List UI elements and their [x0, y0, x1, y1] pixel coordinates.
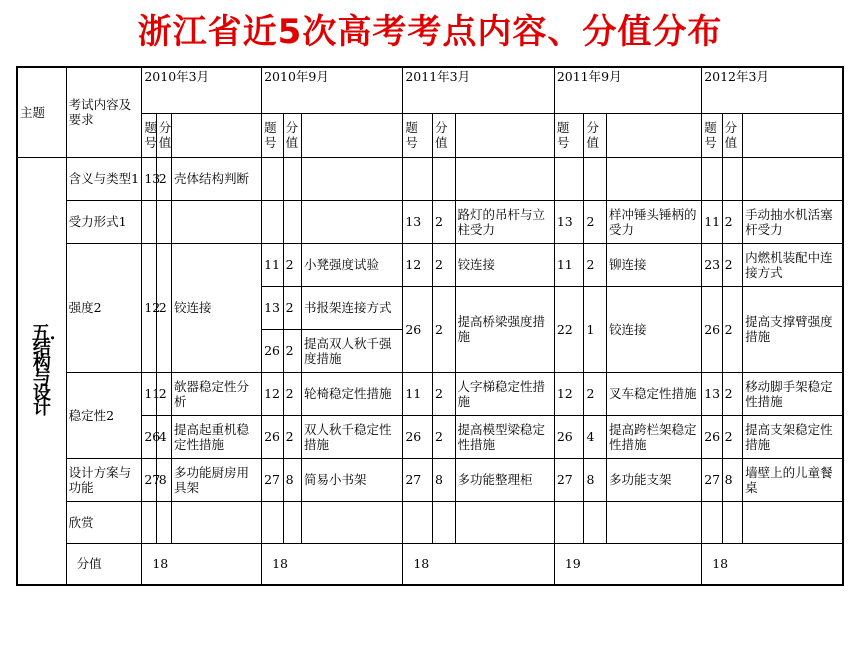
header-exam-2011-09: 2011年9月	[554, 67, 701, 113]
score-cell: 4	[584, 415, 607, 458]
content-cell: 手动抽水机活塞杆受力	[743, 200, 843, 243]
q-no-cell: 27	[403, 458, 433, 501]
q-no-cell: 26	[403, 415, 433, 458]
q-no-cell: 22	[554, 286, 584, 372]
score-cell: 2	[156, 243, 171, 372]
score-cell: 8	[433, 458, 456, 501]
total-value: 19	[554, 543, 701, 585]
header-exam-2011-03: 2011年3月	[403, 67, 554, 113]
q-no-cell: 12	[554, 372, 584, 415]
score-cell: 2	[722, 415, 742, 458]
q-no-cell: 26	[702, 415, 722, 458]
header-q-no: 题号	[262, 113, 283, 157]
score-distribution-table	[16, 66, 844, 586]
row-label: 稳定性2	[66, 372, 142, 458]
score-cell: 8	[283, 458, 301, 501]
header-score: 分值	[584, 113, 607, 157]
q-no-cell: 12	[262, 372, 283, 415]
content-cell: 样冲锤头锤柄的受力	[607, 200, 702, 243]
content-cell: 多功能厨房用具架	[172, 458, 262, 501]
header-score: 分值	[722, 113, 742, 157]
total-value: 18	[262, 543, 403, 585]
content-cell: 提高起重机稳定性措施	[172, 415, 262, 458]
content-cell: 叉车稳定性措施	[607, 372, 702, 415]
content-cell: 多功能整理柜	[455, 458, 554, 501]
header-exam-2010-09: 2010年9月	[262, 67, 403, 113]
total-label: 分值	[66, 543, 142, 585]
q-no-cell: 13	[262, 286, 283, 329]
score-cell: 1	[584, 286, 607, 372]
q-no-cell: 26	[554, 415, 584, 458]
q-no-cell: 26	[262, 329, 283, 372]
header-score: 分值	[156, 113, 171, 157]
score-cell: 2	[283, 243, 301, 286]
content-cell: 提高跨栏架稳定性措施	[607, 415, 702, 458]
score-cell: 2	[283, 372, 301, 415]
q-no-cell: 13	[403, 200, 433, 243]
content-cell: 双人秋千稳定性措施	[302, 415, 403, 458]
score-cell: 8	[156, 458, 171, 501]
score-cell: 2	[156, 157, 171, 200]
content-cell: 墙壁上的儿童餐桌	[743, 458, 843, 501]
total-value: 18	[702, 543, 843, 585]
content-cell: 提高桥梁强度措施	[455, 286, 554, 372]
total-value: 18	[142, 543, 262, 585]
row-label: 强度2	[66, 243, 142, 372]
content-cell: 多功能支架	[607, 458, 702, 501]
score-cell: 2	[433, 415, 456, 458]
content-cell: 简易小书架	[302, 458, 403, 501]
content-cell: 铆连接	[607, 243, 702, 286]
content-cell: 欹器稳定性分析	[172, 372, 262, 415]
score-cell: 2	[433, 286, 456, 372]
content-cell: 移动脚手架稳定性措施	[743, 372, 843, 415]
q-no-cell: 27	[142, 458, 156, 501]
score-cell: 2	[156, 372, 171, 415]
q-no-cell: 13	[702, 372, 722, 415]
q-no-cell: 27	[702, 458, 722, 501]
content-cell: 书报架连接方式	[302, 286, 403, 329]
score-cell: 2	[283, 415, 301, 458]
score-cell: 2	[584, 200, 607, 243]
topic-text: 五．结构与设计	[31, 322, 68, 419]
q-no-cell: 26	[262, 415, 283, 458]
score-cell: 2	[722, 372, 742, 415]
q-no-cell: 26	[142, 415, 156, 458]
content-cell: 铰连接	[607, 286, 702, 372]
header-q-no: 题号	[702, 113, 722, 157]
score-cell: 8	[584, 458, 607, 501]
q-no-cell: 13	[142, 157, 156, 200]
content-cell: 提高双人秋千强度措施	[302, 329, 403, 372]
header-exam-2012-03: 2012年3月	[702, 67, 843, 113]
score-cell: 2	[722, 200, 742, 243]
content-cell: 提高支撑臂强度措施	[743, 286, 843, 372]
header-q-no: 题号	[142, 113, 156, 157]
q-no-cell: 11	[702, 200, 722, 243]
q-no-cell: 13	[554, 200, 584, 243]
score-cell: 2	[722, 286, 742, 372]
q-no-cell: 26	[403, 286, 433, 372]
row-label: 欣赏	[66, 501, 142, 543]
score-cell: 2	[433, 372, 456, 415]
score-cell: 2	[283, 329, 301, 372]
content-cell: 内燃机装配中连接方式	[743, 243, 843, 286]
content-cell: 铰连接	[172, 243, 262, 372]
total-value: 18	[403, 543, 554, 585]
row-label: 受力形式1	[66, 200, 142, 243]
q-no-cell: 26	[702, 286, 722, 372]
content-cell: 轮椅稳定性措施	[302, 372, 403, 415]
header-q-no: 题号	[403, 113, 433, 157]
content-cell: 提高模型梁稳定性措施	[455, 415, 554, 458]
q-no-cell: 11	[403, 372, 433, 415]
q-no-cell: 12	[142, 243, 156, 372]
row-label: 设计方案与功能	[66, 458, 142, 501]
q-no-cell: 23	[702, 243, 722, 286]
score-cell: 4	[156, 415, 171, 458]
q-no-cell: 11	[554, 243, 584, 286]
content-cell: 小凳强度试验	[302, 243, 403, 286]
header-exam-2010-03: 2010年3月	[142, 67, 262, 113]
header-content: 考试内容及要求	[66, 67, 142, 157]
q-no-cell: 11	[142, 372, 156, 415]
score-cell: 2	[584, 243, 607, 286]
row-label: 含义与类型1	[66, 157, 142, 200]
score-cell: 2	[433, 200, 456, 243]
score-cell: 2	[433, 243, 456, 286]
page-title: 浙江省近5次高考考点内容、分值分布	[137, 12, 723, 52]
q-no-cell: 27	[554, 458, 584, 501]
score-cell: 8	[722, 458, 742, 501]
q-no-cell: 11	[262, 243, 283, 286]
content-cell: 铰连接	[455, 243, 554, 286]
header-q-no: 题号	[554, 113, 584, 157]
q-no-cell: 12	[403, 243, 433, 286]
topic-label	[17, 157, 66, 585]
content-cell: 人字梯稳定性措施	[455, 372, 554, 415]
header-topic: 主题	[17, 67, 66, 157]
score-cell: 2	[584, 372, 607, 415]
q-no-cell: 27	[262, 458, 283, 501]
content-cell: 壳体结构判断	[172, 157, 262, 200]
content-cell: 路灯的吊杆与立柱受力	[455, 200, 554, 243]
score-cell: 2	[722, 243, 742, 286]
score-cell: 2	[283, 286, 301, 329]
header-score: 分值	[283, 113, 301, 157]
header-score: 分值	[433, 113, 456, 157]
content-cell: 提高支架稳定性措施	[743, 415, 843, 458]
